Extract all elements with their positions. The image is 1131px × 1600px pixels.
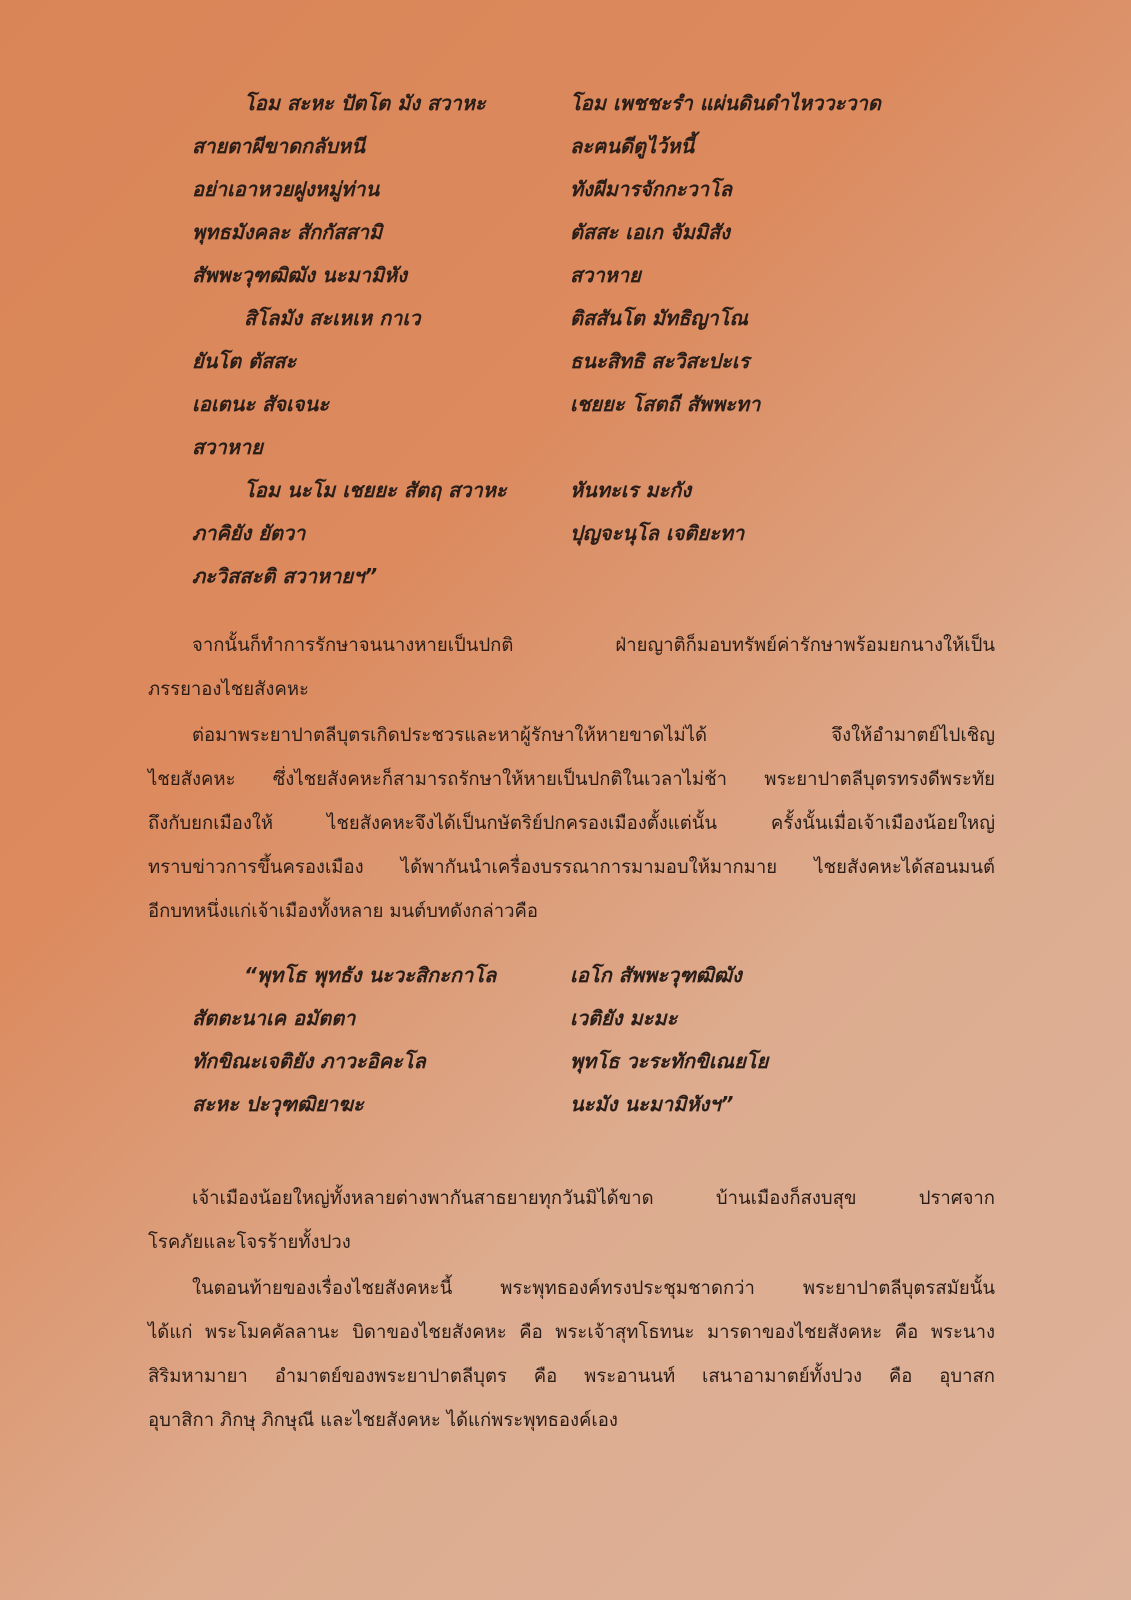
verse1-left-line: สวาหาย (192, 435, 263, 459)
verse1-right-line: ติสสันโต มัทธิญาโณ (570, 306, 748, 330)
verse1-left-line: โอม นะโม เชยยะ สัตฤ สวาหะ (244, 478, 507, 502)
verse1-right-line: ละฅนดีตูไว้หนี้ (570, 134, 695, 158)
verse1-left-line: สิโลมัง สะเหเห กาเว (244, 306, 421, 330)
verse2-right-line: นะมัง นะมามิหังฯ” (570, 1092, 734, 1116)
verse1-right-line: สวาหาย (570, 263, 641, 287)
verse1-left-line: สัพพะวุฑฒิฒัง นะมามิหัง (192, 263, 407, 287)
verse2-left-line: “พุทโธ พุทธัง นะวะสิกะกาโล (244, 963, 497, 987)
verse1-right-line: หันทะเร มะกัง (570, 478, 692, 502)
prose-line: ได้แก่ พระโมคคัลลานะ บิดาของไชยสังคหะ คือ พระเจ้าสุทโธทนะ มารดาของไชยสังคหะ คือ พระนาง (148, 1322, 995, 1343)
prose-line: อีกบทหนึ่งแก่เจ้าเมืองทั้งหลาย มนต์บทดังกล่าวคือ (148, 901, 538, 922)
prose-line: อุบาสิกา ภิกษุ ภิกษุณี และไชยสังคหะ ได้แก่พระพุทธองค์เอง (148, 1410, 618, 1431)
verse1-left-line: ภาคิยัง ยัตวา (192, 521, 306, 545)
prose-line: ทราบข่าวการขึ้นครองเมือง ได้พากันนำเครื่องบรรณาการมามอบให้มากมาย ไชยสังคหะได้สอนมนต์ (148, 857, 995, 878)
prose-line: เจ้าเมืองน้อยใหญ่ทั้งหลายต่างพากันสาธยายทุกวันมิได้ขาด บ้านเมืองก็สงบสุข ปราศจาก (192, 1188, 995, 1209)
verse1-right-line: ปุญจะนุโล เจติยะทา (570, 521, 745, 545)
verse2-left-line: ทักขิณะเจติยัง ภาวะอิคะโล (192, 1049, 426, 1073)
verse2-right-line: พุทโธ วะระทักขิเณยโย (570, 1049, 769, 1073)
verse1-left-line: สายตาผีขาดกลับหนี (192, 134, 365, 158)
prose-line: ต่อมาพระยาปาตลีบุตรเกิดประชวรและหาผู้รักษาให้หายขาดไม่ได้ จึงให้อำมาตย์ไปเชิญ (192, 725, 995, 746)
verse1-left-line: เอเตนะ สัจเจนะ (192, 392, 329, 416)
verse1-right-line: ธนะสิทธิ สะวิสะปะเร (570, 349, 750, 373)
verse1-left-line: ยันโต ตัสสะ (192, 349, 297, 373)
prose-line: สิริมหามายา อำมาตย์ของพระยาปาตลีบุตร คือ พระอานนท์ เสนาอามาตย์ทั้งปวง คือ อุบาสก (148, 1366, 995, 1387)
prose-line: ไชยสังคหะ ซึ่งไชยสังคหะก็สามารถรักษาให้หายเป็นปกติในเวลาไม่ช้า พระยาปาตลีบุตรทรงดีพระทัย (148, 769, 995, 790)
prose-line: จากนั้นก็ทำการรักษาจนนางหายเป็นปกติ ฝ่ายญาติก็มอบทรัพย์ค่ารักษาพร้อมยกนางให้เป็น (192, 635, 995, 656)
verse1-left-line: ภะวิสสะติ สวาหายฯ” (192, 564, 378, 588)
verse2-left-line: สัตตะนาเค อมัตตา (192, 1006, 356, 1030)
verse1-right-line: โอม เพชชะรำ แผ่นดินดำไหววะวาด (570, 91, 881, 115)
verse2-right-line: เอโก สัพพะวุฑฒิฒัง (570, 963, 742, 987)
verse1-right-line: ตัสสะ เอเก จัมมิสัง (570, 220, 730, 244)
verse2-right-line: เวติยัง มะมะ (570, 1006, 678, 1030)
prose-line: ถึงกับยกเมืองให้ ไชยสังคหะจึงได้เป็นกษัตริย์ปกครองเมืองตั้งแต่นั้น ครั้งนั้นเมื่อเจ้าเมืองน้อยใหญ่ (148, 813, 995, 834)
prose-line: โรคภัยและโจรร้ายทั้งปวง (148, 1232, 351, 1253)
prose-line: ภรรยาองไชยสังคหะ (148, 679, 309, 700)
verse1-left-line: อย่าเอาหวยฝูงหมู่ท่าน (192, 177, 380, 201)
verse2-left-line: สะหะ ปะวุฑฒิยาฆะ (192, 1092, 364, 1116)
verse1-right-line: เชยยะ โสตถี สัพพะทา (570, 392, 761, 416)
verse1-left-line: โอม สะหะ ปัตโต มัง สวาหะ (244, 91, 486, 115)
verse1-right-line: ทังผีมารจักกะวาโล (570, 177, 732, 201)
verse1-left-line: พุทธมังคละ สักกัสสามิ (192, 220, 383, 244)
prose-line: ในตอนท้ายของเรื่องไชยสังคหะนี้ พระพุทธองค์ทรงประชุมชาดกว่า พระยาปาตลีบุตรสมัยนั้น (192, 1278, 995, 1299)
